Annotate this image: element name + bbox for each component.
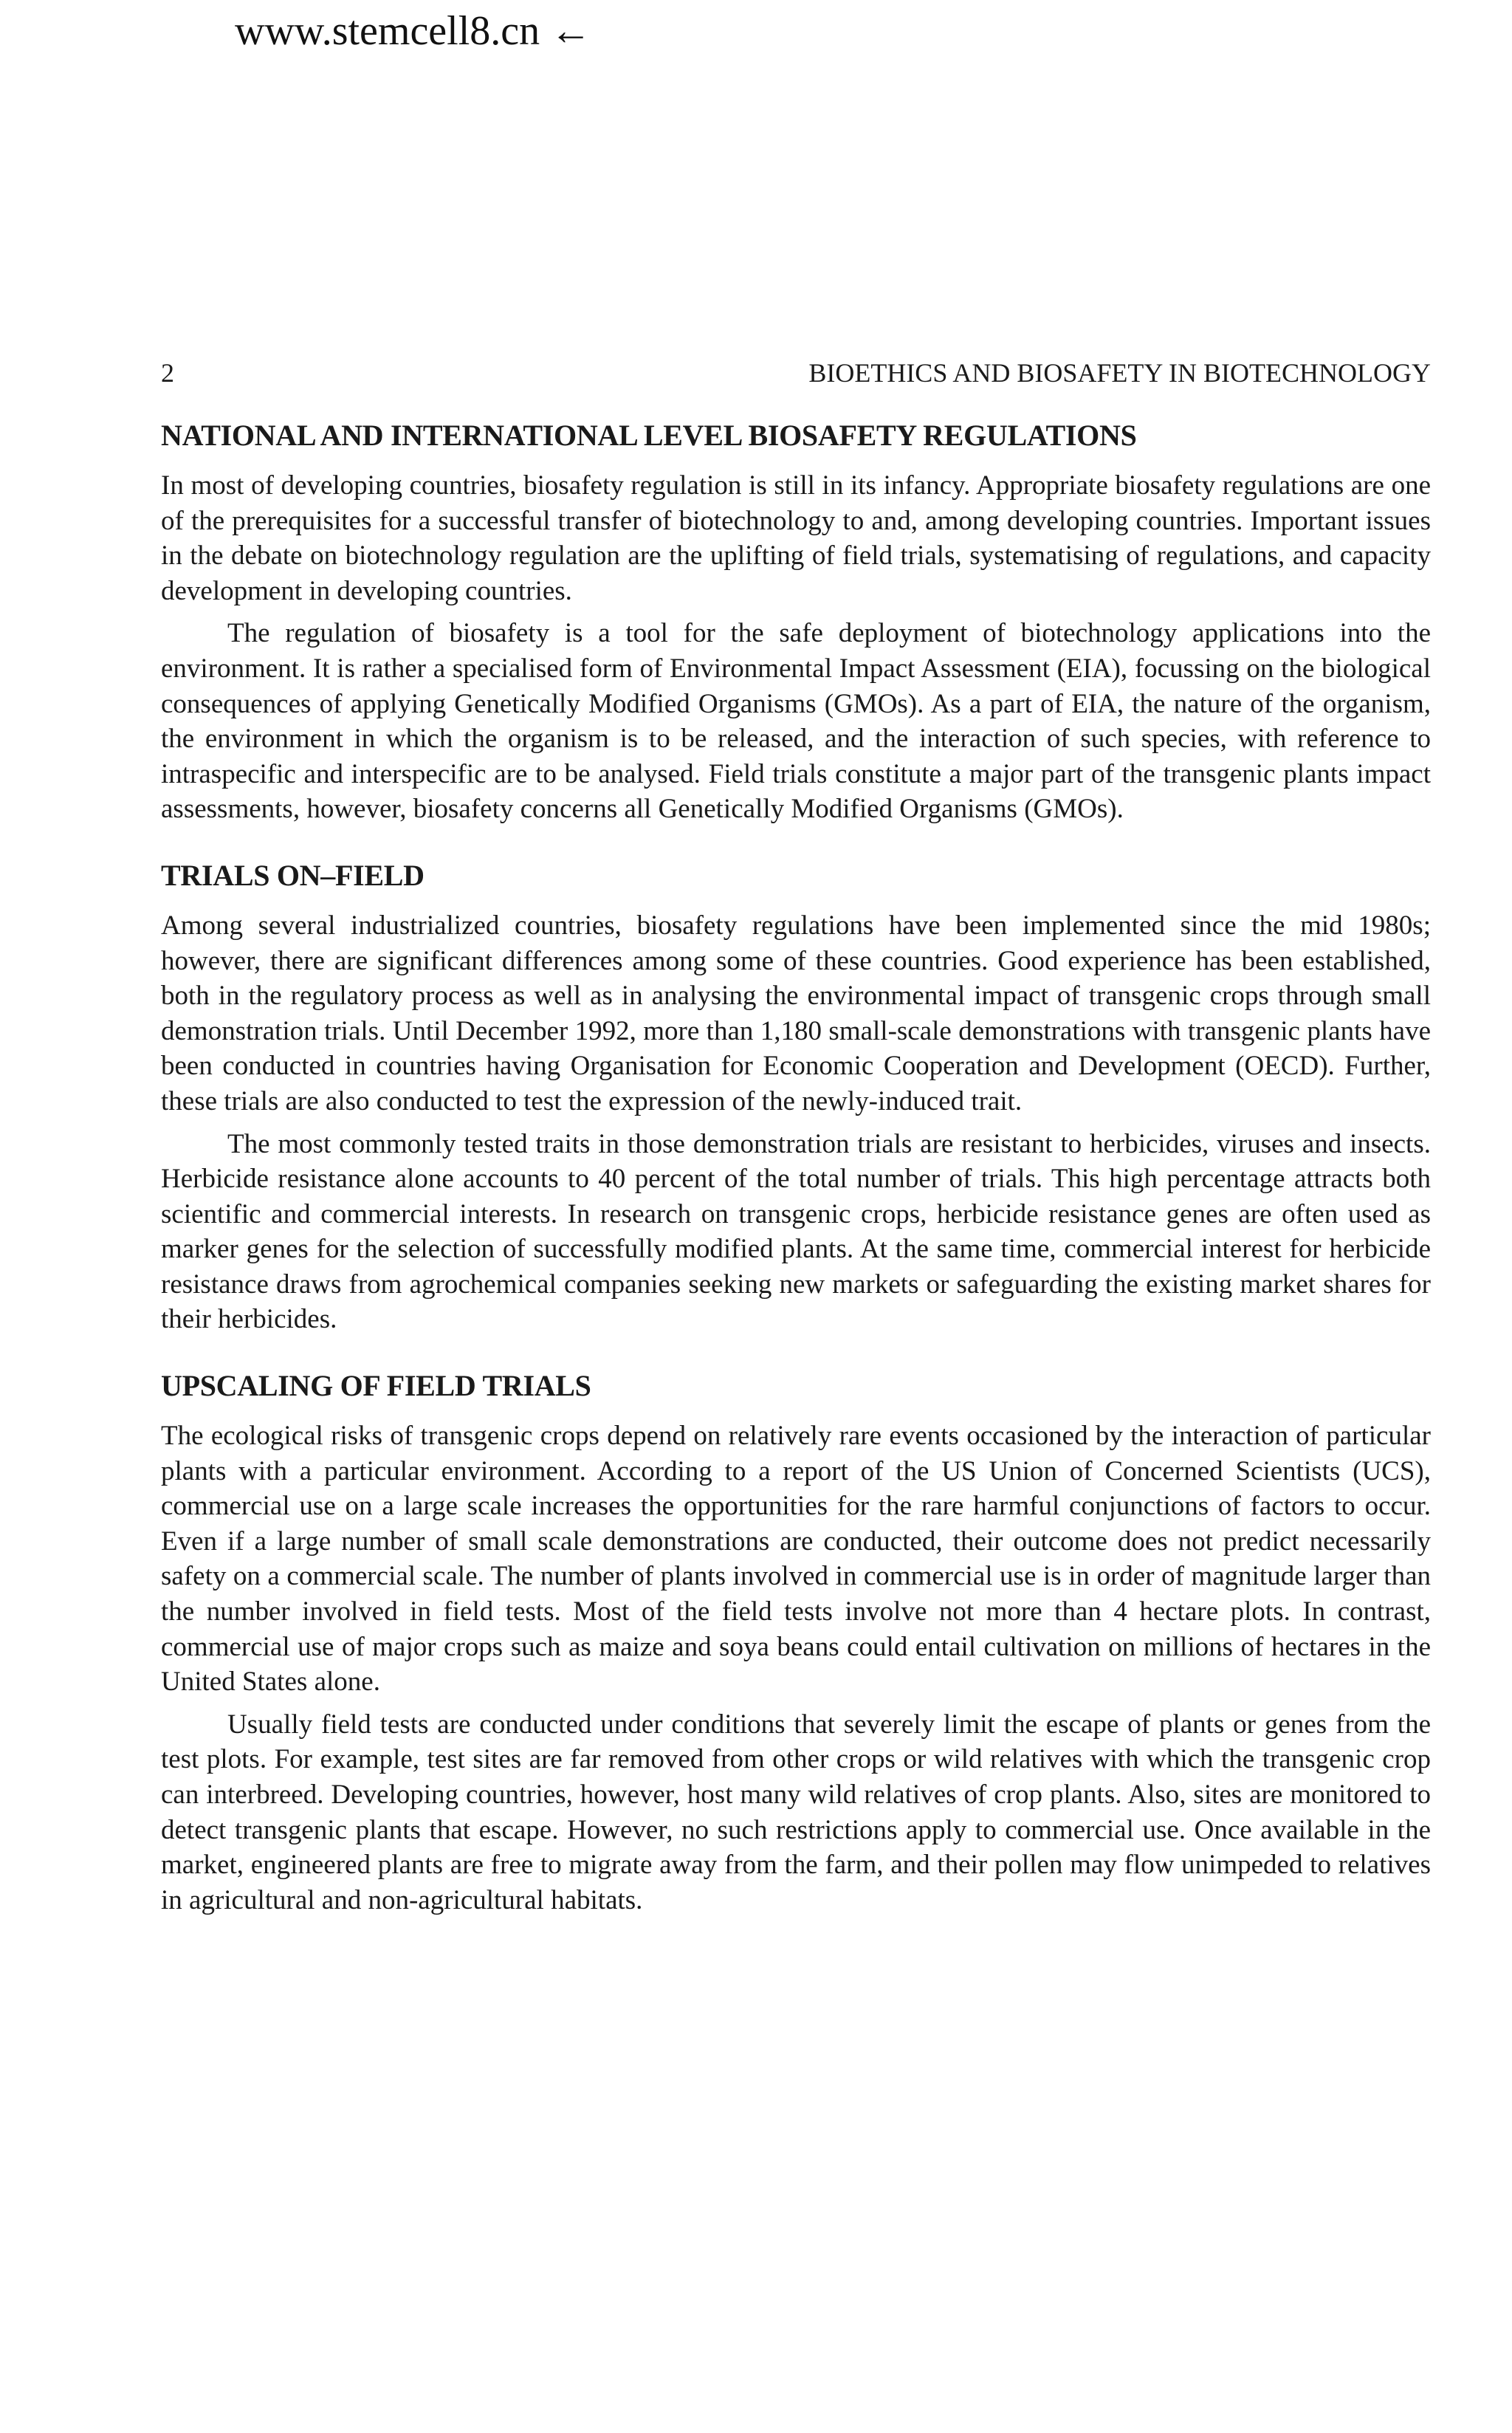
- paragraph: Usually field tests are conducted under conditions that severely limit the escape of plants or genes from the test plots. For example, test sites are far removed from other crops or wild relatives with which the transgenic crop can interbreed. Developing countries, however, host many wild relatives of crop plants. Also, sites are monitored to detect transgenic plants that escape. However, no such restrictions apply to commercial use. Once available in the market, engineered plants are free to migrate away from the farm, and their pollen may flow unimpeded to relatives in agricultural and non-agricultural habitats.: [161, 1709, 1431, 1915]
- section-biosafety-regulations: [161, 415, 1431, 827]
- paragraph: In most of developing countries, biosafety regulation is still in its infancy. Appropriate biosafety regulations are one of the prerequisites for a successful transfer of biotechnology to and, among developing countries. Important issues in the debate on biotechnology regulation are the uplifting of field trials, systematising of regulations, and capacity development in developing countries.: [161, 470, 1431, 606]
- paragraph: The regulation of biosafety is a tool for the safe deployment of biotechnology applications into the environment. It is rather a specialised form of Environmental Impact Assessment (EIA), focussing on the biological consequences of applying Genetically Modified Organisms (GMOs). As a part of EIA, the nature of the organism, the environment in which the organism is to be released, and the interaction of such species, with reference to intraspecific and interspecific are to be analysed. Field trials constitute a major part of the transgenic plants impact assessments, however, biosafety concerns all Genetically Modified Organisms (GMOs).: [161, 618, 1431, 825]
- paragraph: The most commonly tested traits in those demonstration trials are resistant to herbicides, viruses and insects. Herbicide resistance alone accounts to 40 percent of the total number of trials. This high percentage attracts both scientific and commercial interests. In research on transgenic crops, herbicide resistance genes are often used as marker genes for the selection of successfully modified plants. At the same time, commercial interest for herbicide resistance draws from agrochemical companies seeking new markets or safeguarding the existing market shares for their herbicides.: [161, 1128, 1431, 1335]
- page-body: [161, 415, 1431, 1918]
- section-spacer: [161, 1337, 1431, 1365]
- section-spacer: [161, 827, 1431, 855]
- running-head: [161, 354, 1431, 391]
- section-trials-on-field: [161, 855, 1431, 1337]
- section-heading: TRIALS ON–FIELD: [161, 858, 425, 892]
- paragraph: The ecological risks of transgenic crops depend on relatively rare events occasioned by the interaction of particular plants with a particular environment. According to a report of the US Union of Concerned Scientists (UCS), commercial use on a large scale increases the opportunities for the rare harmful conjunctions of factors to occur. Even if a large number of small scale demonstrations are conducted, their outcome does not predict necessarily safety on a commercial scale. The number of plants involved in commercial use is in order of magnitude larger than the number involved in field tests. Most of the field tests involve not more than 4 hectare plots. In contrast, commercial use of major crops such as maize and soya beans could entail cultivation on millions of hectares in the United States alone.: [161, 1421, 1431, 1698]
- section-heading: UPSCALING OF FIELD TRIALS: [161, 1369, 591, 1403]
- watermark-url: www.stemcell8.cn ←: [235, 8, 592, 54]
- page-number: 2: [161, 358, 174, 388]
- book-title: BIOETHICS AND BIOSAFETY IN BIOTECHNOLOGY: [808, 358, 1431, 388]
- paragraph: Among several industrialized countries, biosafety regulations have been implemented since the mid 1980s; however, there are significant differences among some of these countries. Good experience has been established, both in the regulatory process as well as in analysing the environmental impact of transgenic crops through small demonstration trials. Until December 1992, more than 1,180 small-scale demonstrations with transgenic plants have been conducted in countries having Organisation for Economic Cooperation and Development (OECD). Further, these trials are also conducted to test the expression of the newly-induced trait.: [161, 910, 1431, 1116]
- section-upscaling-field-trials: [161, 1365, 1431, 1918]
- section-heading: NATIONAL AND INTERNATIONAL LEVEL BIOSAFETY REGULATIONS: [161, 419, 1137, 452]
